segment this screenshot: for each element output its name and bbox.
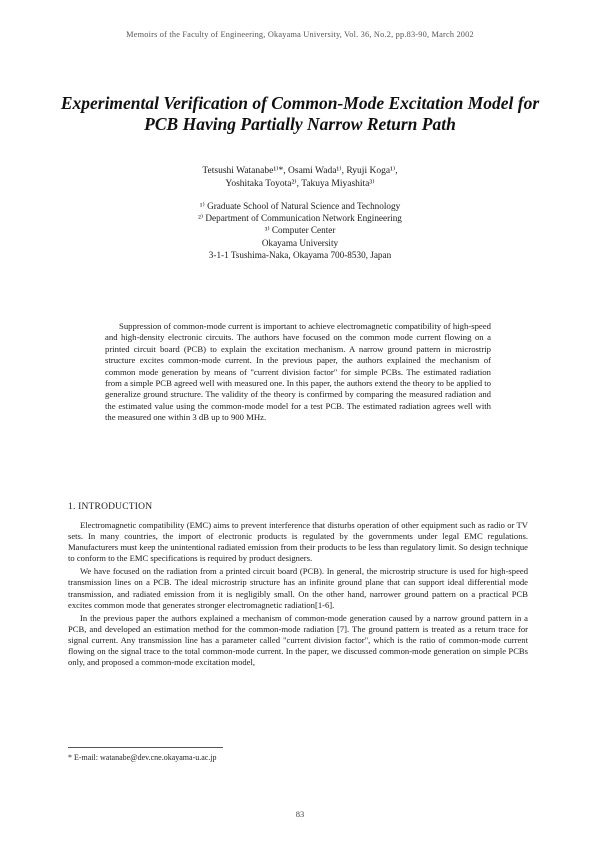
- footnote-email: * E-mail: watanabe@dev.cne.okayama-u.ac.jp: [68, 753, 217, 762]
- postal-address: 3-1-1 Tsushima-Naka, Okayama 700-8530, Japan: [208, 249, 392, 260]
- authors-line-1: Tetsushi Watanabe¹⁾*, Osami Wada¹⁾, Ryuji Koga¹⁾,: [202, 166, 398, 176]
- university-name: Okayama University: [261, 237, 339, 248]
- page-number: 83: [295, 809, 305, 819]
- author-list: [0, 165, 600, 190]
- affiliation-1: ¹⁾ Graduate School of Natural Science and Technology: [199, 201, 401, 211]
- paragraph: We have focused on the radiation from a printed circuit board (PCB). In general, the microstrip structure is used for high-speed transmission lines on a PCB. The ideal microstrip structure has an infinite ground plane that can support ideal differential mode transmission, and radiated emission from it is negligibly small. On the other hand, narrower ground pattern on a practical PCB excites common mode that generates stronger electromagnetic radiation[1-6].: [68, 566, 528, 610]
- authors-line-2: Yoshitaka Toyota²⁾, Takuya Miyashita³⁾: [225, 178, 375, 189]
- running-header: Memoirs of the Faculty of Engineering, Okayama University, Vol. 36, No.2, pp.83-90, March 2002: [126, 30, 474, 39]
- footnote-divider: [68, 747, 223, 748]
- affiliation-3: ³⁾ Computer Center: [264, 225, 336, 236]
- affiliations: [0, 200, 600, 261]
- affiliation-2: ²⁾ Department of Communication Network Engineering: [198, 213, 402, 224]
- title-line-1: Experimental Verification of Common-Mode Excitation Model for: [60, 93, 540, 113]
- paragraph: In the previous paper the authors explained a mechanism of common-mode generation caused by a narrow ground pattern in a PCB, and developed an estimation method for the common-mode radiation [7]. The ground pattern is treated as a return trace for signal current. Any transmission line has a parameter called "current division factor", which is the ratio of common-mode current flowing on the signal trace to the total common-mode current. In the paper, we discussed common-mode generation on simple PCBs only, and proposed a common-mode excitation model,: [68, 612, 528, 668]
- paragraph: Electromagnetic compatibility (EMC) aims to prevent interference that disturbs operation of other equipment such as radio or TV sets. In many countries, the import of electronic products is regulated by the governments under legal EMC regulations. Manufacturers must keep the unintentional radiated emission from their products to be less than regulatory limit. So design technique to conform to the EMC specifications is required by product designers.: [68, 520, 528, 564]
- paper-title: [20, 93, 580, 135]
- section-heading-introduction: 1. INTRODUCTION: [68, 502, 153, 512]
- abstract: Suppression of common-mode current is important to achieve electromagnetic compatibility of high-speed and high-density electronic circuits. The authors have focused on the common mode current flowing on a printed circuit board (PCB) to explain the excitation mechanism. A narrow ground pattern in microstrip structure excites common-mode current. In the previous paper, the authors explained the mechanism of common mode generation by means of "current division factor" for simple PCBs. The estimated radiation from a simple PCB agreed well with measured one. In this paper, the authors extend the theory to be applied to generalize ground structure. The validity of the theory is confirmed by comparing the measured radiation and the estimated value using the common-mode model for a test PCB. The estimated radiation agrees well with the measured one within 3 dB up to 900 MHz.: [105, 321, 491, 423]
- introduction-body: [68, 520, 528, 670]
- title-line-2: PCB Having Partially Narrow Return Path: [144, 114, 456, 134]
